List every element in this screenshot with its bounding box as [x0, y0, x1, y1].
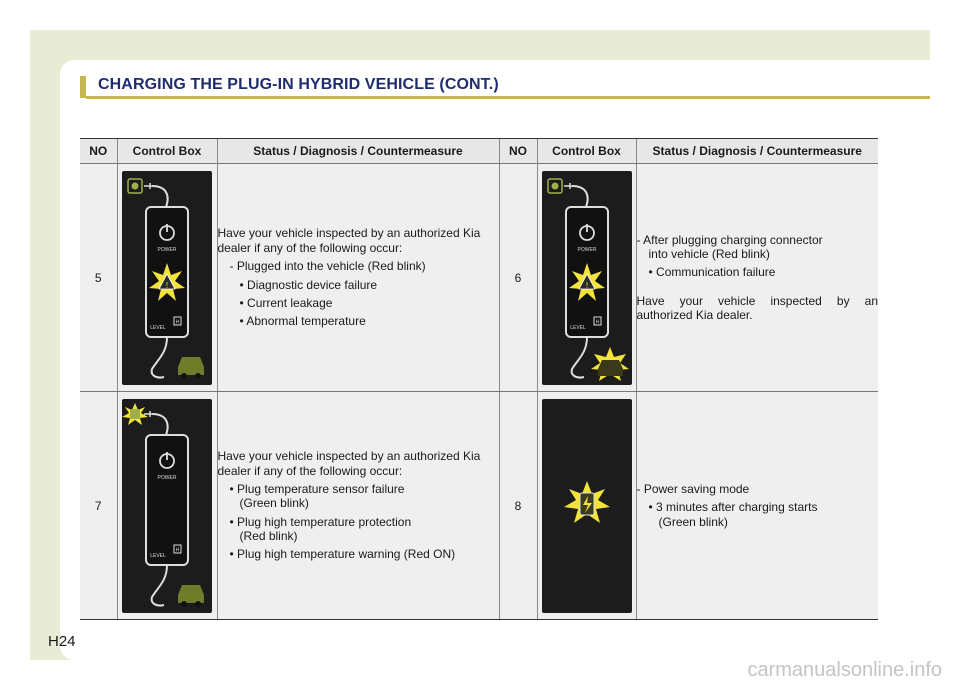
control-box-illustration: [542, 399, 632, 613]
car-icon: [178, 357, 204, 375]
section-title: CHARGING THE PLUG-IN HYBRID VEHICLE (CONT.): [98, 76, 499, 93]
cable-icon: [572, 186, 588, 207]
level-label: LEVEL: [150, 552, 166, 559]
cable-icon: [152, 414, 168, 435]
status-description: Have your vehicle inspected by an authorized Kia dealer if any of the following occur: • Plug temperature sensor failure (Green blink) • Plug high temperature protection (Red blink) • Plug high temperature warning (Red ON): [217, 392, 499, 620]
level-label: LEVEL: [569, 324, 586, 331]
svg-text:!: !: [585, 280, 588, 290]
table-row: [80, 164, 878, 392]
control-box-illustration: [542, 171, 632, 385]
svg-text:H: H: [175, 319, 180, 325]
car-icon: [598, 360, 623, 376]
svg-text:H: H: [595, 319, 599, 325]
power-label: POWER: [157, 474, 177, 481]
row-number: 7: [80, 392, 117, 620]
control-box-illustration: [122, 399, 212, 613]
svg-text:!: !: [165, 280, 169, 290]
control-box-cell: [117, 164, 217, 392]
control-box-illustration: [122, 171, 212, 385]
status-description: - Power saving mode • 3 minutes after charging starts (Green blink): [636, 392, 878, 620]
plug-icon: [144, 183, 152, 189]
power-label: POWER: [577, 246, 596, 253]
row-number: 6: [499, 164, 537, 392]
outlet-icon: [130, 409, 140, 419]
cable-icon: [152, 337, 167, 378]
control-box-cell: [537, 392, 636, 620]
column-header-status: Status / Diagnosis / Countermeasure: [217, 139, 499, 164]
table-row: [80, 392, 878, 620]
cable-icon: [571, 337, 586, 378]
cable-icon: [152, 565, 167, 606]
car-icon: [178, 585, 204, 603]
control-box-cell: [117, 392, 217, 620]
watermark: carmanualsonline.info: [747, 659, 942, 681]
plug-icon: [564, 183, 572, 189]
column-header-control-box: Control Box: [117, 139, 217, 164]
control-box-cell: [537, 164, 636, 392]
level-label: LEVEL: [150, 324, 166, 331]
column-header-no: NO: [499, 139, 537, 164]
title-underline: [86, 96, 930, 99]
column-header-status: Status / Diagnosis / Countermeasure: [636, 139, 878, 164]
svg-text:H: H: [175, 547, 180, 553]
status-description: Have your vehicle inspected by an authorized Kia dealer if any of the following occur: - Plugged into the vehicle (Red blink) • Diagnostic device failure • Current leakage • Abnormal temperature: [217, 164, 499, 392]
column-header-no: NO: [80, 139, 117, 164]
power-label: POWER: [157, 246, 177, 253]
row-number: 8: [499, 392, 537, 620]
column-header-control-box: Control Box: [537, 139, 636, 164]
page-number: H24: [48, 633, 76, 650]
table-header-row: [80, 139, 878, 164]
control-box-status-table: [80, 138, 878, 620]
title-accent-bar: [80, 76, 86, 98]
cable-icon: [152, 186, 168, 207]
row-number: 5: [80, 164, 117, 392]
status-description: - After plugging charging connector into vehicle (Red blink) • Communication failure Have your vehicle inspected by an authorized Kia dealer.: [636, 164, 878, 392]
